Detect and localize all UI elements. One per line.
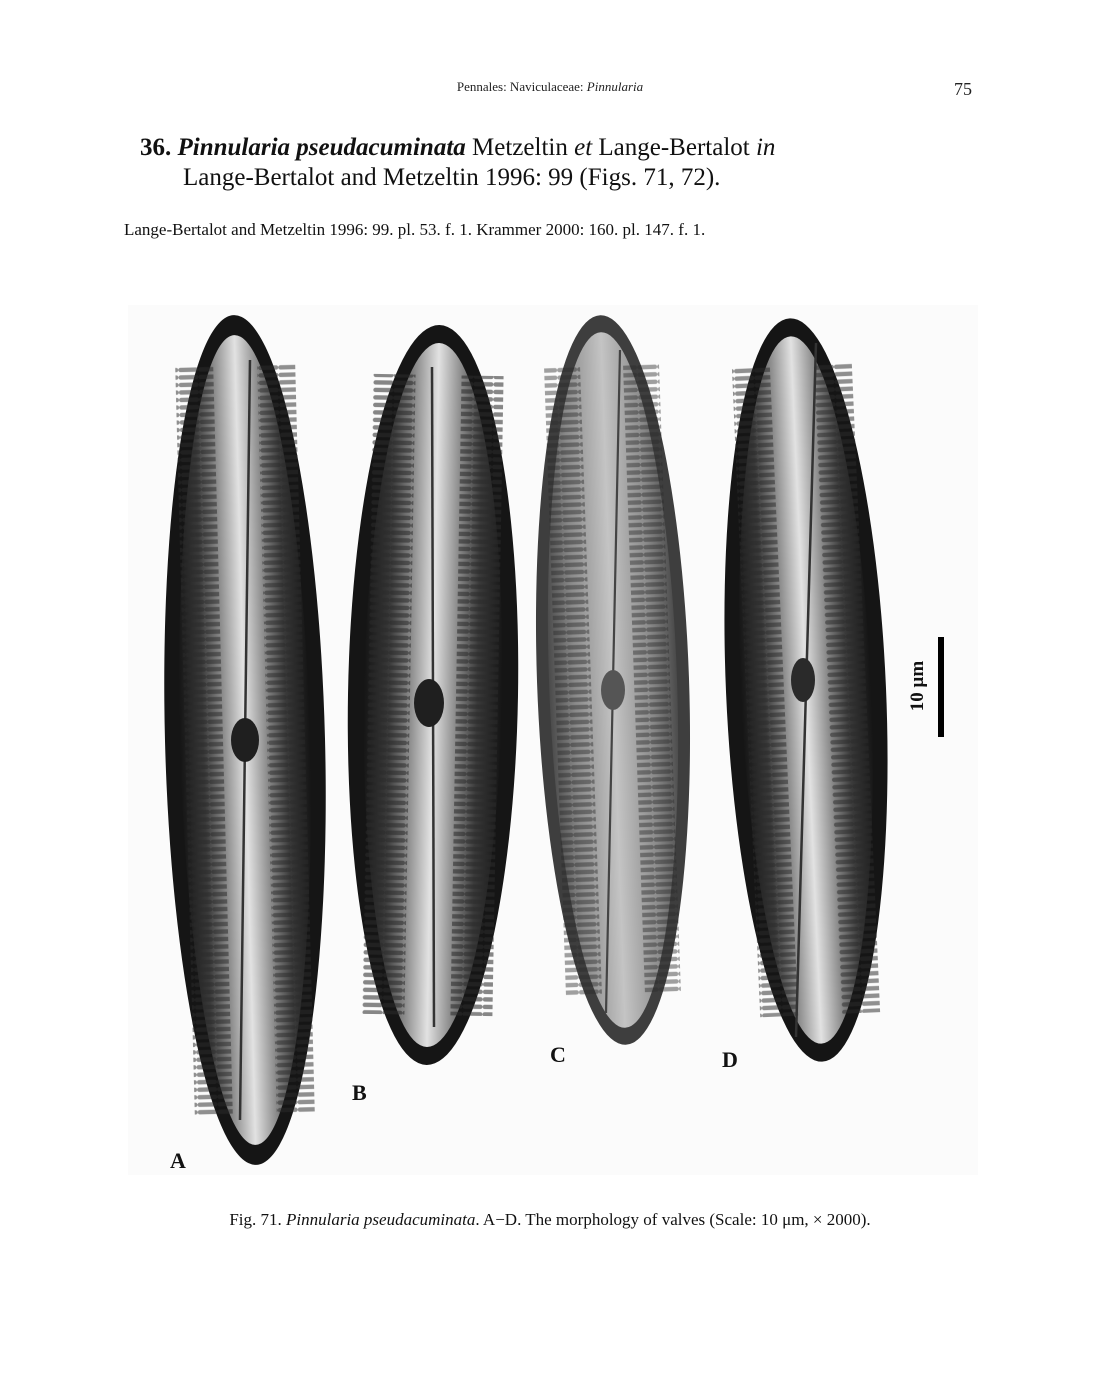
- running-head-prefix: Pennales: Naviculaceae:: [456, 79, 587, 94]
- author-a: Metzeltin: [472, 134, 568, 161]
- et-word: et: [574, 134, 593, 161]
- figure-caption: [0, 1210, 1100, 1230]
- entry-number: 36.: [140, 134, 172, 161]
- species-heading: [140, 133, 900, 193]
- caption-prefix: Fig. 71.: [229, 1210, 286, 1229]
- panel-label-c: C: [550, 1042, 566, 1067]
- in-word: in: [755, 134, 776, 161]
- panel-label-a: A: [170, 1148, 186, 1173]
- scale-bar: [938, 637, 944, 737]
- caption-species: Pinnularia pseudacuminata: [286, 1210, 476, 1229]
- references: Lange-Bertalot and Metzeltin 1996: 99. pl. 53. f. 1. Krammer 2000: 160. pl. 147. f. 1.: [124, 220, 706, 239]
- panel-label-b: B: [352, 1080, 367, 1105]
- valve-c: [524, 313, 701, 1048]
- running-head-genus: Pinnularia: [586, 79, 644, 94]
- author-b: Lange-Bertalot: [598, 134, 750, 161]
- valve-b: [342, 324, 525, 1067]
- figure-plate: [128, 305, 978, 1175]
- scale-label: 10 μm: [907, 660, 928, 712]
- valve-a: [154, 313, 336, 1167]
- heading-line-2: Lange-Bertalot and Metzeltin 1996: 99 (Figs. 71, 72).: [183, 164, 721, 191]
- page-number: 75: [954, 79, 972, 99]
- valve-d: [710, 315, 902, 1065]
- panel-label-d: D: [722, 1047, 738, 1072]
- species-name: Pinnularia pseudacuminata: [177, 134, 466, 161]
- caption-text: . A−D. The morphology of valves (Scale: 10 μm, × 2000).: [475, 1210, 871, 1229]
- running-head: [0, 79, 1100, 95]
